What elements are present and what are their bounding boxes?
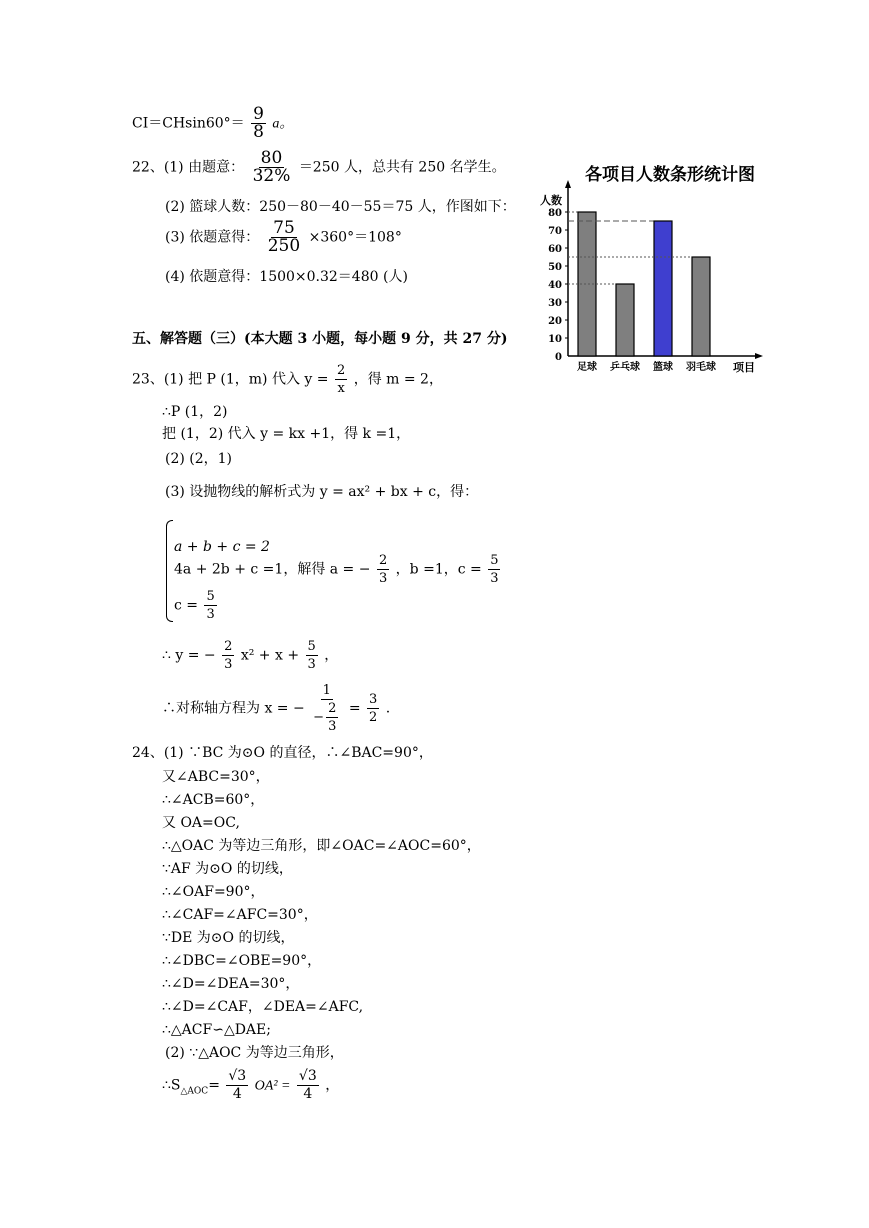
area-den: 4 (232, 1086, 242, 1102)
axis-num: 1 (322, 683, 331, 698)
system-eq3 (174, 588, 219, 623)
system-eq2 (174, 552, 502, 587)
axis-fraction-complex (311, 682, 342, 735)
q22-1-a: 22、(1) 由题意： (132, 159, 245, 176)
x-tick-label: 羽毛球 (686, 362, 716, 373)
q22-1-den: 32% (252, 166, 291, 186)
y-tick-label: 70 (548, 226, 562, 237)
sys2-b: ，b =1，c = (395, 561, 482, 578)
y-axis-arrow (565, 180, 571, 188)
x-tick-label: 篮球 (653, 362, 673, 373)
sys2-den: 3 (378, 571, 388, 586)
symmetry-axis (162, 682, 390, 735)
q23-part1 (132, 362, 443, 397)
q23-part2: (2) (2，1) (165, 451, 233, 467)
s-c: OA² = (254, 1078, 291, 1094)
parabola-equation (162, 638, 338, 673)
ci-tail: a。 (272, 116, 294, 132)
q22-part3 (165, 220, 402, 255)
q23-1-num: 2 (336, 363, 346, 378)
q24-line13: ∴△ACF∽△DAE; (162, 1022, 271, 1038)
ci-text: CI＝CHsin60°＝ (132, 115, 245, 132)
sys2-num: 2 (378, 553, 388, 568)
axis-fraction-result (367, 691, 379, 726)
bar-chart (540, 158, 780, 380)
q22-3-num: 75 (273, 218, 295, 238)
section-5-heading: 五、解答题（三）(本大题 3 小题，每小题 9 分，共 27 分) (132, 331, 508, 347)
q24-line14: (2) ∵△AOC 为等边三角形， (165, 1045, 344, 1061)
area-den2: 4 (303, 1086, 313, 1102)
ci-frac-den: 8 (253, 122, 264, 142)
y-tick-label: 0 (555, 352, 562, 363)
axis-inner-fraction (326, 700, 338, 735)
sys3-a: c = (174, 597, 199, 614)
x-axis-label: 项目 (733, 361, 755, 374)
ci-frac-num: 9 (253, 104, 264, 124)
yeq-num2: 5 (307, 639, 316, 654)
yeq-den: 3 (224, 657, 233, 672)
y-tick-label: 30 (548, 298, 562, 309)
y-axis-label: 人数 (540, 194, 562, 207)
q24-line6: ∵AF 为⊙O 的切线， (162, 861, 293, 877)
ci-fraction (251, 106, 266, 141)
yeq-b: x² + x + (240, 647, 300, 664)
q23-1-den: x (337, 381, 345, 396)
bar (692, 257, 710, 356)
sys2-fraction-c (488, 552, 500, 587)
yeq-den2: 3 (307, 657, 316, 672)
axis-inner-num: 2 (328, 701, 337, 716)
area-fraction-b (297, 1068, 319, 1103)
area-num2: √3 (298, 1068, 317, 1084)
q24-line10: ∴∠DBC=∠OBE=90°， (162, 953, 322, 969)
s-b: = (208, 1077, 220, 1094)
s-e: ， (325, 1077, 340, 1094)
axis-b: = (348, 700, 361, 717)
q22-part4: (4) 依题意得：1500×0.32＝480 (人) (165, 269, 408, 285)
axis-den2: 2 (369, 710, 378, 725)
q23-point: ∴P (1，2) (162, 404, 228, 420)
axis-c: . (385, 700, 391, 717)
sys3-den: 3 (206, 607, 215, 622)
q24-line11: ∴∠D=∠DEA=30°， (162, 976, 300, 992)
q24-line2: 又∠ABC=30°， (162, 769, 270, 785)
y-tick-label: 50 (548, 262, 562, 273)
s-a: ∴S (162, 1077, 181, 1094)
q23-1-b: ，得 m = 2， (353, 371, 443, 388)
sys2-num2: 5 (490, 553, 499, 568)
q24-line8: ∴∠CAF=∠AFC=30°， (162, 907, 318, 923)
q22-part2: (2) 篮球人数：250－80－40－55＝75 人，作图如下： (165, 199, 516, 215)
chart-title: 各项目人数条形统计图 (585, 165, 755, 185)
s-subscript: △AOC (180, 1086, 209, 1097)
q22-3-b: ×360°＝108° (308, 229, 402, 246)
sys2-a: 4a + 2b + c =1，解得 a = − (174, 561, 371, 578)
yeq-num: 2 (224, 639, 233, 654)
q22-1-b: ＝250 人，总共有 250 名学生。 (298, 159, 506, 176)
q22-3-den: 250 (267, 236, 301, 256)
x-axis-arrow (755, 353, 763, 359)
sys3-fraction (204, 588, 216, 623)
axis-den: − $\frac{2}{3}$ (313, 701, 337, 734)
q24-line7: ∴∠OAF=90°， (162, 884, 265, 900)
x-tick-label: 乒乓球 (610, 362, 640, 373)
x-tick-label: 足球 (577, 362, 597, 373)
axis-inner-den: 3 (328, 719, 337, 734)
system-eq1: a + b + c = 2 (174, 539, 270, 555)
q22-part1 (132, 150, 506, 185)
area-fraction-a (226, 1068, 248, 1103)
y-tick-label: 60 (548, 244, 562, 255)
q23-substitute: 把 (1，2) 代入 y = kx +1，得 k =1， (162, 426, 411, 442)
sys2-den2: 3 (490, 571, 499, 586)
yeq-c: ， (324, 647, 339, 664)
q24-line3: ∴∠ACB=60°， (162, 792, 265, 808)
q22-1-fraction (251, 150, 293, 185)
q22-1-num: 80 (260, 148, 283, 168)
bar (654, 221, 672, 356)
sys2-fraction-a (377, 552, 389, 587)
yeq-a: ∴ y = − (162, 647, 216, 664)
area-num: √3 (228, 1068, 247, 1084)
y-tick-label: 80 (548, 208, 562, 219)
q24-line5: ∴△OAC 为等边三角形，即∠OAC=∠AOC=60°， (162, 838, 481, 854)
y-tick-label: 40 (548, 280, 562, 291)
ci-line (132, 106, 293, 141)
system-brace (166, 520, 173, 622)
q22-3-a: (3) 依题意得： (165, 229, 260, 246)
q23-1-fraction (335, 362, 347, 397)
y-tick-label: 10 (548, 334, 562, 345)
q23-1-a: 23、(1) 把 P (1，m) 代入 y = (132, 371, 329, 388)
q24-line12: ∴∠D=∠CAF，∠DEA=∠AFC, (162, 999, 364, 1015)
q22-3-fraction (266, 220, 302, 255)
q24-part1: 24、(1) ∵BC 为⊙O 的直径，∴∠BAC=90°， (132, 745, 433, 761)
area-formula (162, 1068, 339, 1103)
bar (616, 284, 634, 356)
axis-num2: 3 (369, 692, 378, 707)
q24-line4: 又 OA=OC, (162, 815, 240, 831)
y-tick-label: 20 (548, 316, 562, 327)
q24-line9: ∵DE 为⊙O 的切线， (162, 930, 295, 946)
yeq-fraction-c (306, 638, 318, 673)
sys3-num: 5 (206, 589, 215, 604)
yeq-fraction-a (222, 638, 234, 673)
q23-part3: (3) 设抛物线的解析式为 y = ax² + bx + c，得： (165, 484, 479, 500)
axis-a: ∴对称轴方程为 x = − (162, 700, 305, 717)
